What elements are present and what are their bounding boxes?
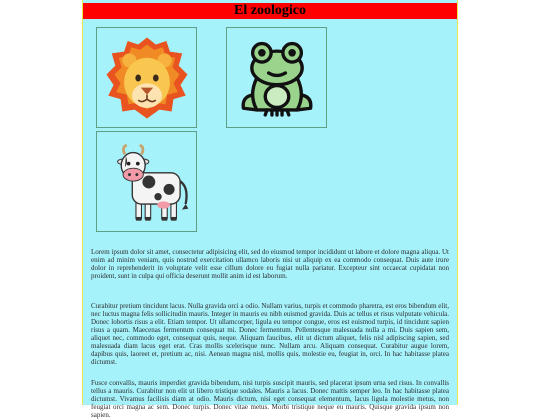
animal-tile-lion[interactable]	[96, 27, 197, 128]
paragraph-lorem: Lorem ipsum dolor sit amet, consectetur adipisicing elit, sed do eiusmod tempor incididunt ut labore et dolore magna aliqua. Ut enim ad minim veniam, quis nostrud exercitation ullamco laboris nisi ut aliquip ex ea commodo consequat. Duis aute irure dolor in reprehenderit in voluptate velit esse cillum dolore eu fugiat nulla pariatur. Excepteur sint occaecat cupidatat non proident, sunt in culpa qui officia deserunt mollit anim id est laborum.	[91, 248, 449, 280]
lion-icon	[103, 34, 191, 122]
frog-icon	[235, 36, 319, 120]
cow-icon	[101, 136, 193, 228]
page-header	[83, 3, 457, 19]
paragraph-curabitur: Curabitur pretium tincidunt lacus. Nulla gravida orci a odio. Nullam varius, turpis et commodo pharetra, est eros bibendum elit, nec luctus magna felis sollicitudin mauris. Integer in mauris eu nibh euismod gravida. Duis ac tellus et risus vulputate vehicula. Donec lobortis risus a elit. Etiam tempor. Ut ullamcorper, ligula eu tempor congue, eros est euismod turpis, id tincidunt sapien risus a quam. Maecenas fermentum consequat mi. Donec fermentum. Pellentesque malesuada nulla a mi. Duis sapien sem, aliquet nec, commodo eget, consequat quis, neque. Aliquam faucibus, elit ut dictum aliquet, felis nisl adipiscing sapien, sed malesuada diam lacus eget erat. Cras mollis scelerisque nunc. Nullam arcu. Aliquam consequat. Curabitur augue lorem, dapibus quis, laoreet et, pretium ac, nisi. Aenean magna nisl, mollis quis, molestie eu, feugiat in, orci. In hac habitasse platea dictumst.	[91, 302, 449, 366]
animal-tile-cow[interactable]	[96, 131, 197, 232]
animal-tile-frog[interactable]	[226, 27, 327, 128]
page-title: El zoologico	[234, 3, 306, 18]
page-container	[82, 0, 458, 419]
paragraph-fusce: Fusce convallis, mauris imperdiet gravida bibendum, nisi turpis suscipit mauris, sed placerat ipsum urna sed risus. In convallis tellus a mauris. Curabitur non elit ut libero tristique sodales. Mauris a lacus. Donec mattis semper leo. In hac habitasse platea dictumst. Vivamus facilisis diam at odio. Mauris dictum, nisi eget consequat elementum, lacus ligula molestie metus, non feugiat orci magna ac sem. Donec turpis. Donec vitae metus. Morbi tristique neque eu mauris. Quisque gravida ipsum non sapien.	[91, 379, 449, 419]
